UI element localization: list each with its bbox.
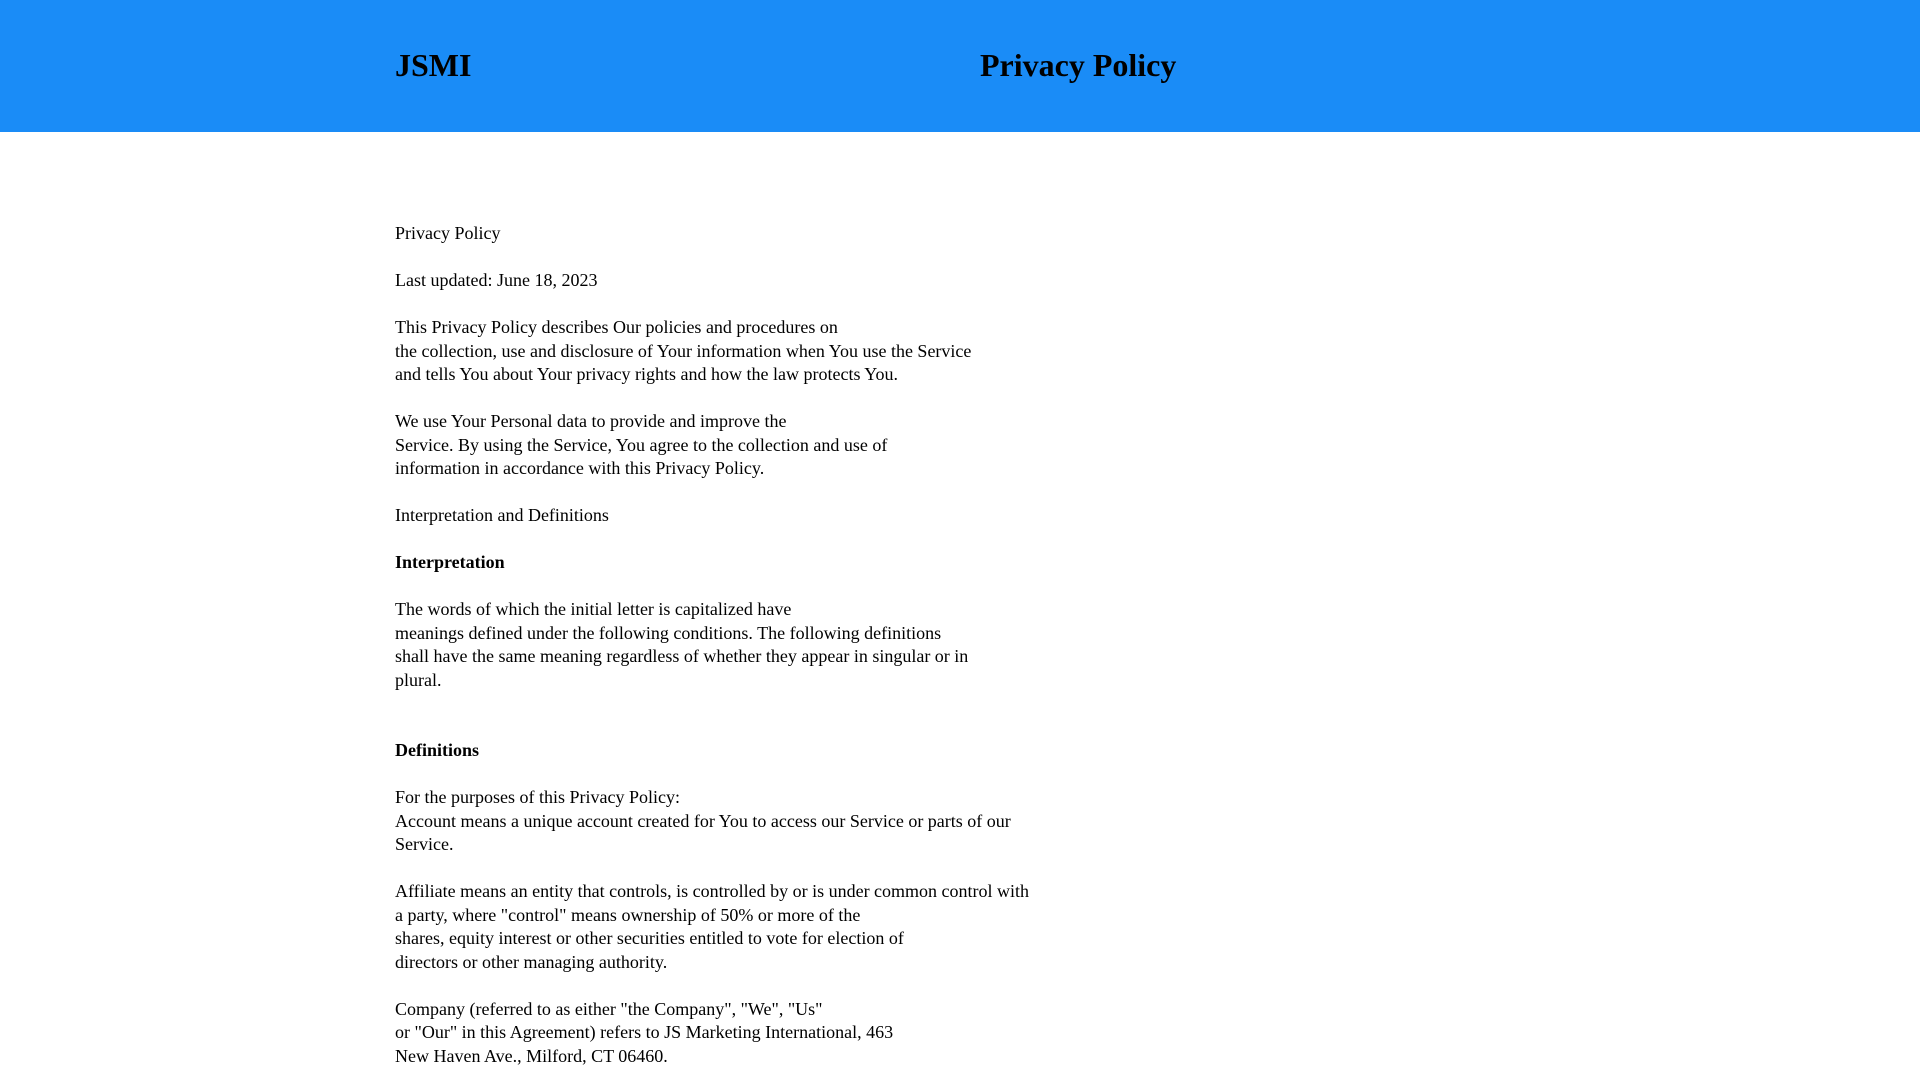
spacer <box>395 857 1295 881</box>
text-line: a party, where "control" means ownership of 50% or more of the <box>395 904 861 925</box>
text-line: shall have the same meaning regardless of whether they appear in singular or in <box>395 646 969 666</box>
spacer <box>395 387 1295 411</box>
text-line: meanings defined under the following conditions. The following definitions <box>395 622 942 643</box>
interpretation-paragraph <box>395 598 1295 692</box>
spacer <box>395 716 1295 740</box>
site-header <box>0 0 1920 132</box>
document-title: Privacy Policy <box>395 223 501 243</box>
text-line: Company (referred to as either "the Company", "We", "Us" <box>395 998 823 1019</box>
spacer <box>395 246 1295 270</box>
text-line: plural. <box>395 669 442 690</box>
definitions-intro: For the purposes of this Privacy Policy: <box>395 787 680 807</box>
text-line: and tells You about Your privacy rights and how the law protects You. <box>395 364 898 384</box>
definitions-heading: Definitions <box>395 740 480 760</box>
text-line: the collection, use and disclosure of Your information when You use the Service <box>395 340 972 361</box>
spacer <box>395 528 1295 552</box>
definition-affiliate <box>395 880 1295 974</box>
text-line: Service. By using the Service, You agree to the collection and use of <box>395 434 888 455</box>
text-line: This Privacy Policy describes Our policies and procedures on <box>395 317 838 337</box>
last-updated: Last updated: June 18, 2023 <box>395 270 598 290</box>
brand-logo[interactable]: JSMI <box>395 47 472 83</box>
definition-company <box>395 998 1295 1069</box>
definition-account <box>395 810 1295 857</box>
spacer <box>395 692 1295 716</box>
spacer <box>395 481 1295 505</box>
text-line: information in accordance with this Privacy Policy. <box>395 458 765 478</box>
intro-paragraph-2 <box>395 410 1295 481</box>
text-line: Account means a unique account created for You to access our Service or parts of our <box>395 810 1011 831</box>
spacer <box>395 575 1295 599</box>
text-line: Affiliate means an entity that controls, is controlled by or is under common control with <box>395 881 1030 901</box>
text-line: directors or other managing authority. <box>395 951 668 972</box>
text-line: Service. <box>395 834 454 854</box>
privacy-policy-content <box>395 222 1295 1068</box>
section-heading: Interpretation and Definitions <box>395 505 609 525</box>
text-line: shares, equity interest or other securities entitled to vote for election of <box>395 928 904 948</box>
page-title: Privacy Policy <box>980 47 1177 83</box>
interpretation-heading: Interpretation <box>395 552 505 572</box>
spacer <box>395 974 1295 998</box>
spacer <box>395 293 1295 317</box>
spacer <box>395 763 1295 787</box>
text-line: We use Your Personal data to provide and improve the <box>395 411 787 431</box>
text-line: New Haven Ave., Milford, CT 06460. <box>395 1045 668 1066</box>
intro-paragraph-1 <box>395 316 1295 387</box>
text-line: or "Our" in this Agreement) refers to JS Marketing International, 463 <box>395 1022 894 1042</box>
text-line: The words of which the initial letter is capitalized have <box>395 599 792 619</box>
